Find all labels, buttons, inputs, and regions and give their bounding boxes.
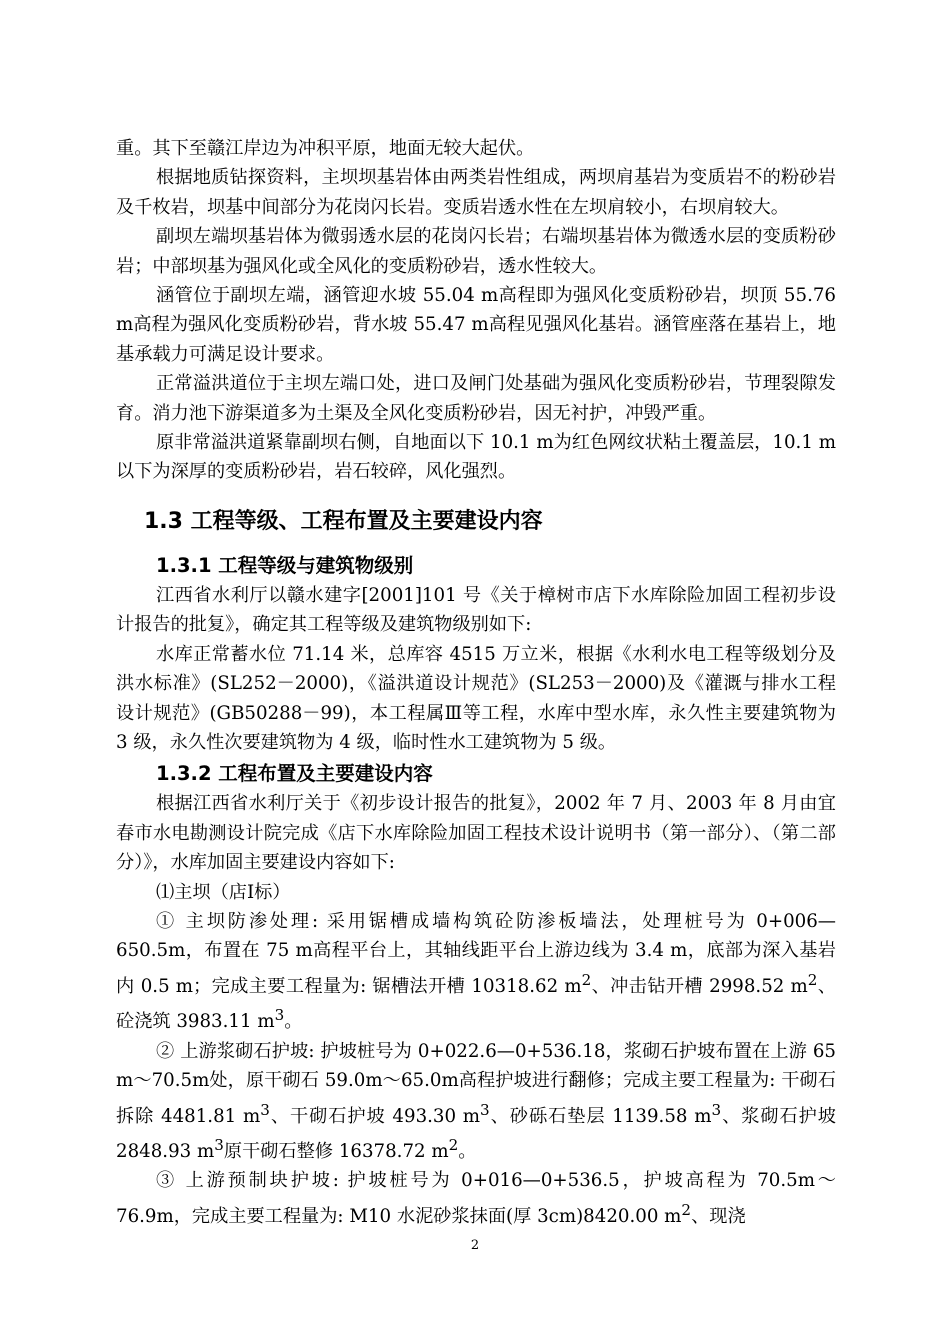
section-heading-1-3: 1.3 工程等级、工程布置及主要建设内容 — [144, 508, 543, 534]
list-item-upstream-masonry: ② 上游浆砌石护坡: 护坡桩号为 0+022.6—0+536.18，浆砌石护坡布置在上游 65 m～70.5m处，原干砌石 59.0m～65.0m高程护坡进行翻修；完成主要工程量为: 干砌石拆除 4481.81 $m^3$、干砌石护坡 493.30 $m^3$、砂砾石垫层 1139.58 $m^3$、浆砌石护坡 2848.93 $m^3$原干砌石整修 16378.72 $m^2$。 — [116, 1040, 836, 1163]
section-heading-1-3-1: 1.3.1 工程等级与建筑物级别 — [156, 553, 414, 577]
paragraph-culvert: 涵管位于副坝左端，涵管迎水坡 55.04 m高程即为强风化变质粉砂岩，坝顶 55.76 m高程为强风化变质粉砂岩，背水坡 55.47 m高程见强风化基岩。涵管座落在基岩上，地基承载力可满足设计要求。 — [116, 285, 836, 365]
paragraph-continuation: 重。其下至赣江岸边为冲积平原，地面无较大起伏。 — [116, 138, 535, 159]
page-body — [116, 134, 836, 1231]
paragraph-auxiliary-dam: 副坝左端坝基岩体为微弱透水层的花岗闪长岩；右端坝基岩体为微透水层的变质粉砂岩；中部坝基为强风化或全风化的变质粉砂岩，透水性较大。 — [116, 226, 836, 277]
list-item-main-dam: ⑴主坝（店Ⅰ标） — [156, 881, 291, 903]
paragraph-normal-spillway: 正常溢洪道位于主坝左端口处，进口及闸门处基础为强风化变质粉砂岩，节理裂隙发育。消力池下游渠道多为土渠及全风化变质粉砂岩，因无衬护，冲毁严重。 — [116, 373, 836, 424]
paragraph-foundation-rock: 根据地质钻探资料，主坝坝基岩体由两类岩性组成，两坝肩基岩为变质岩不的粉砂岩及千枚岩，坝基中间部分为花岗闪长岩。变质岩透水性在左坝肩较小，右坝肩较大。 — [116, 167, 836, 218]
list-item-seepage-control: ① 主坝防渗处理: 采用锯槽成墙构筑砼防渗板墙法，处理桩号为 0+006—650.5m，布置在 75 m高程平台上，其轴线距平台上游边线为 3.4 m，底部为深入基岩内 0.5 m；完成主要工程量为: 锯槽法开槽 10318.62 $m^2$、冲击钻开槽 2998.52 $m^2$、砼浇筑 3983.11 $m^3$。 — [116, 910, 836, 1033]
section-heading-1-3-2: 1.3.2 工程布置及主要建设内容 — [156, 762, 433, 786]
paragraph-approval: 江西省水利厅以赣水建字[2001]101 号《关于樟树市店下水库除险加固工程初步设计报告的批复》，确定其工程等级及建筑物级别如下: — [116, 584, 836, 636]
list-item-upstream-precast: ③ 上游预制块护坡: 护坡桩号为 0+016—0+536.5，护坡高程为 70.5m～76.9m，完成主要工程量为: M10 水泥砂浆抹面(厚 3cm)8420.00 $m^2$、现浇 — [116, 1170, 836, 1227]
paragraph-emergency-spillway: 原非常溢洪道紧靠副坝右侧，自地面以下 10.1 m为红色网纹状粘土覆盖层，10.1 m以下为深厚的变质粉砂岩，岩石较碎，风化强烈。 — [116, 432, 836, 483]
page-number: 2 — [470, 1238, 480, 1253]
paragraph-design-basis: 根据江西省水利厅关于《初步设计报告的批复》，2002 年 7 月、2003 年 8 月由宜春市水电勘测设计院完成《店下水库除险加固工程技术设计说明书（第一部分）、（第二部分）》，水库加固主要建设内容如下: — [116, 793, 836, 874]
paragraph-grade: 水库正常蓄水位 71.14 米，总库容 4515 万立米，根据《水利水电工程等级划分及洪水标准》(SL252－2000)，《溢洪道设计规范》(SL253－2000)及《灌溉与排水工程设计规范》(GB50288－99)，本工程属Ⅲ等工程，水库中型水库，永久性主要建筑物为 3 级，永久性次要建筑物为 4 级，临时性水工建筑物为 5 级。 — [116, 643, 836, 753]
